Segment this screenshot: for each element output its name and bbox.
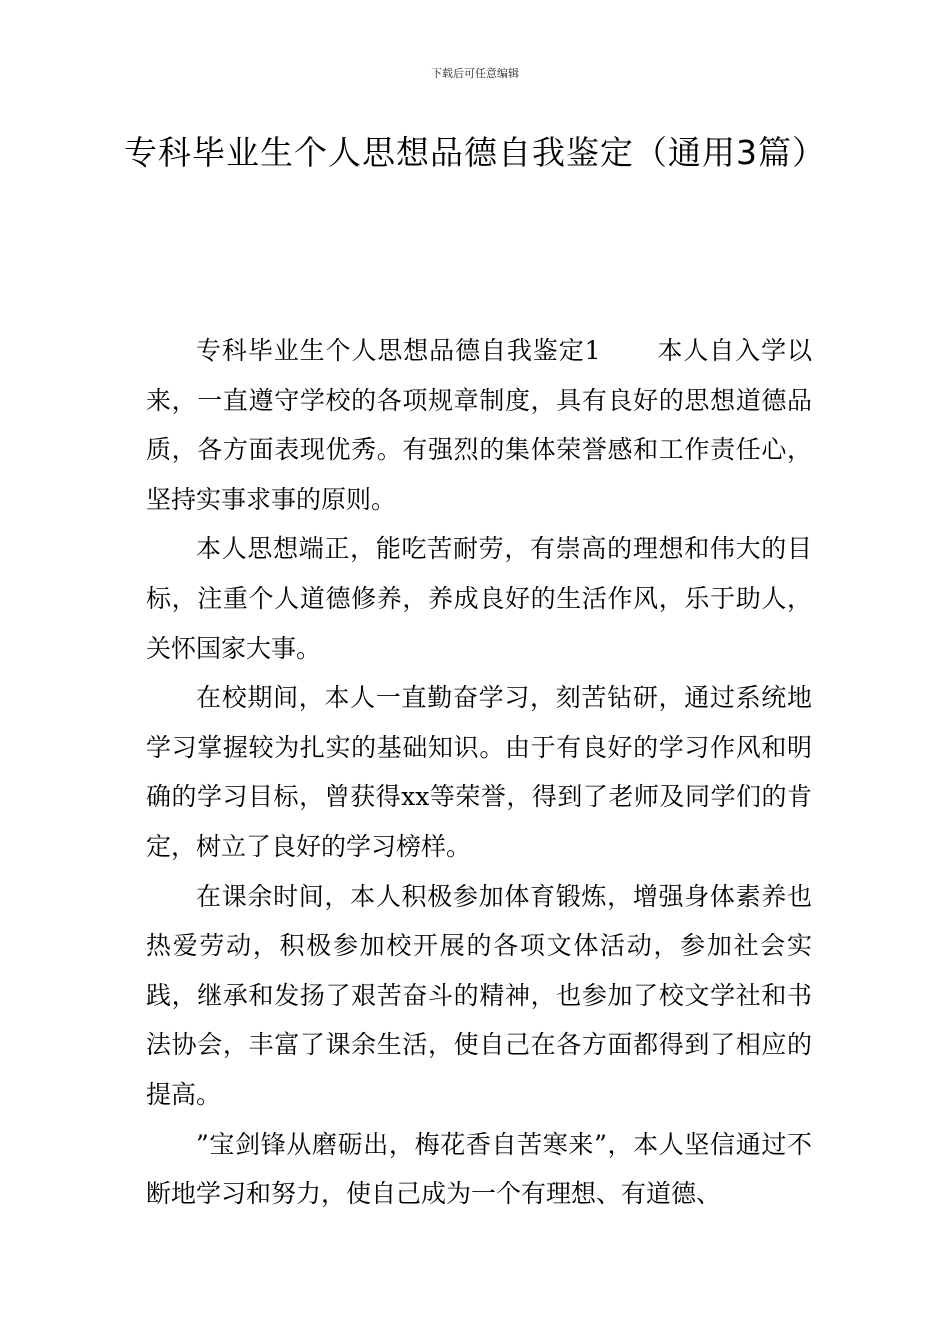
paragraph-1-text: 本人自入学以来，一直遵守学校的各项规章制度，具有良好的思想道德品质，各方面表现优秀。有强烈的集体荣誉感和工作责任心，坚持实事求事的原则。 (146, 336, 812, 514)
paragraph-5: ”宝剑锋从磨砺出，梅花香自苦寒来”，本人坚信通过不断地学习和努力，使自己成为一个有理想、有道德、 (146, 1129, 812, 1209)
document-title: 专科毕业生个人思想品德自我鉴定（通用3篇） (124, 133, 826, 172)
paragraph-3: 在校期间，本人一直勤奋学习，刻苦钻研，通过系统地学习掌握较为扎实的基础知识。由于有良好的学习作风和明确的学习目标，曾获得xx等荣誉，得到了老师及同学们的肯定，树立了良好的学习榜样。 (146, 683, 812, 861)
section-heading: 专科毕业生个人思想品德自我鉴定1 (196, 336, 601, 365)
document-body (146, 326, 812, 1219)
paragraph-4: 在课余时间，本人积极参加体育锻炼，增强身体素养也热爱劳动，积极参加校开展的各项文体活动，参加社会实践，继承和发扬了艰苦奋斗的精神，也参加了校文学社和书法协会，丰富了课余生活，使自己在各方面都得到了相应的提高。 (146, 881, 812, 1109)
header-note: 下载后可任意编辑 (431, 67, 519, 80)
paragraph-1 (146, 326, 812, 524)
paragraph-2: 本人思想端正，能吃苦耐劳，有崇高的理想和伟大的目标，注重个人道德修养，养成良好的生活作风，乐于助人，关怀国家大事。 (146, 534, 812, 663)
